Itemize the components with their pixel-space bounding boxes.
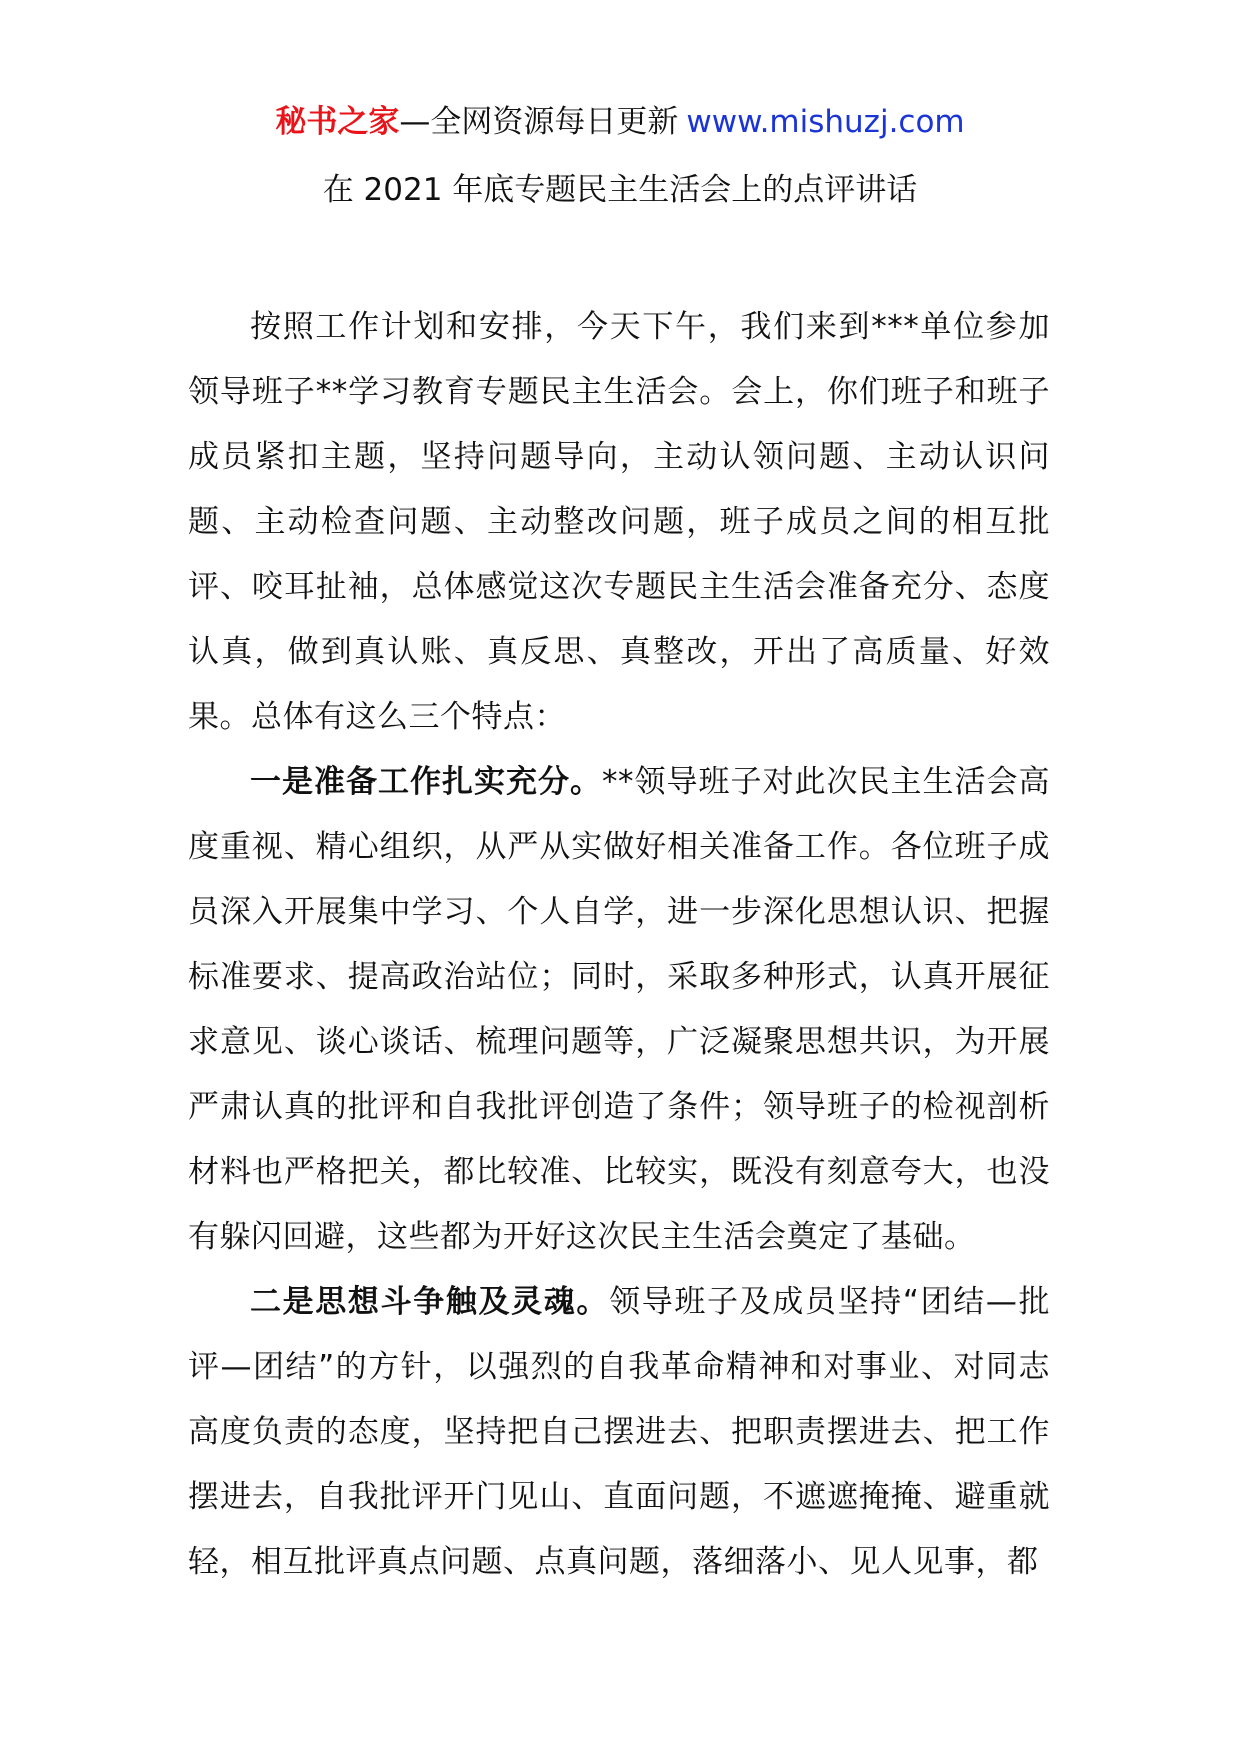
- paragraph: [188, 1270, 1050, 1595]
- paragraph: [188, 750, 1050, 1270]
- paragraph-lead: 二是思想斗争触及灵魂。: [250, 1284, 610, 1320]
- site-header: [0, 100, 1240, 144]
- site-url-link[interactable]: www.mishuzj.com: [686, 104, 965, 140]
- document-body: [188, 295, 1050, 1595]
- paragraph-text: 按照工作计划和安排，今天下午，我们来到***单位参加领导班子**学习教育专题民主生活会。会上，你们班子和班子成员紧扣主题，坚持问题导向，主动认领问题、主动认识问题、主动检查问题、主动整改问题，班子成员之间的相互批评、咬耳扯袖，总体感觉这次专题民主生活会准备充分、态度认真，做到真认账、真反思、真整改，开出了高质量、好效果。总体有这么三个特点：: [188, 309, 1050, 735]
- paragraph: [188, 295, 1050, 750]
- header-tagline: —全网资源每日更新: [399, 104, 679, 140]
- paragraph-lead: 一是准备工作扎实充分。: [250, 764, 602, 800]
- document-title: 在 2021 年底专题民主生活会上的点评讲话: [322, 172, 918, 208]
- paragraph-text: 领导班子及成员坚持“团结—批评—团结”的方针，以强烈的自我革命精神和对事业、对同志高度负责的态度，坚持把自己摆进去、把职责摆进去、把工作摆进去，自我批评开门见山、直面问题，不遮遮掩掩、避重就轻，相互批评真点问题、点真问题，落细落小、见人见事，都: [188, 1284, 1050, 1580]
- brand-name: 秘书之家: [275, 104, 400, 140]
- paragraph-text: **领导班子对此次民主生活会高度重视、精心组织，从严从实做好相关准备工作。各位班子成员深入开展集中学习、个人自学，进一步深化思想认识、把握标准要求、提高政治站位；同时，采取多种形式，认真开展征求意见、谈心谈话、梳理问题等，广泛凝聚思想共识，为开展严肃认真的批评和自我批评创造了条件；领导班子的检视剖析材料也严格把关，都比较准、比较实，既没有刻意夸大，也没有躲闪回避，这些都为开好这次民主生活会奠定了基础。: [188, 764, 1050, 1255]
